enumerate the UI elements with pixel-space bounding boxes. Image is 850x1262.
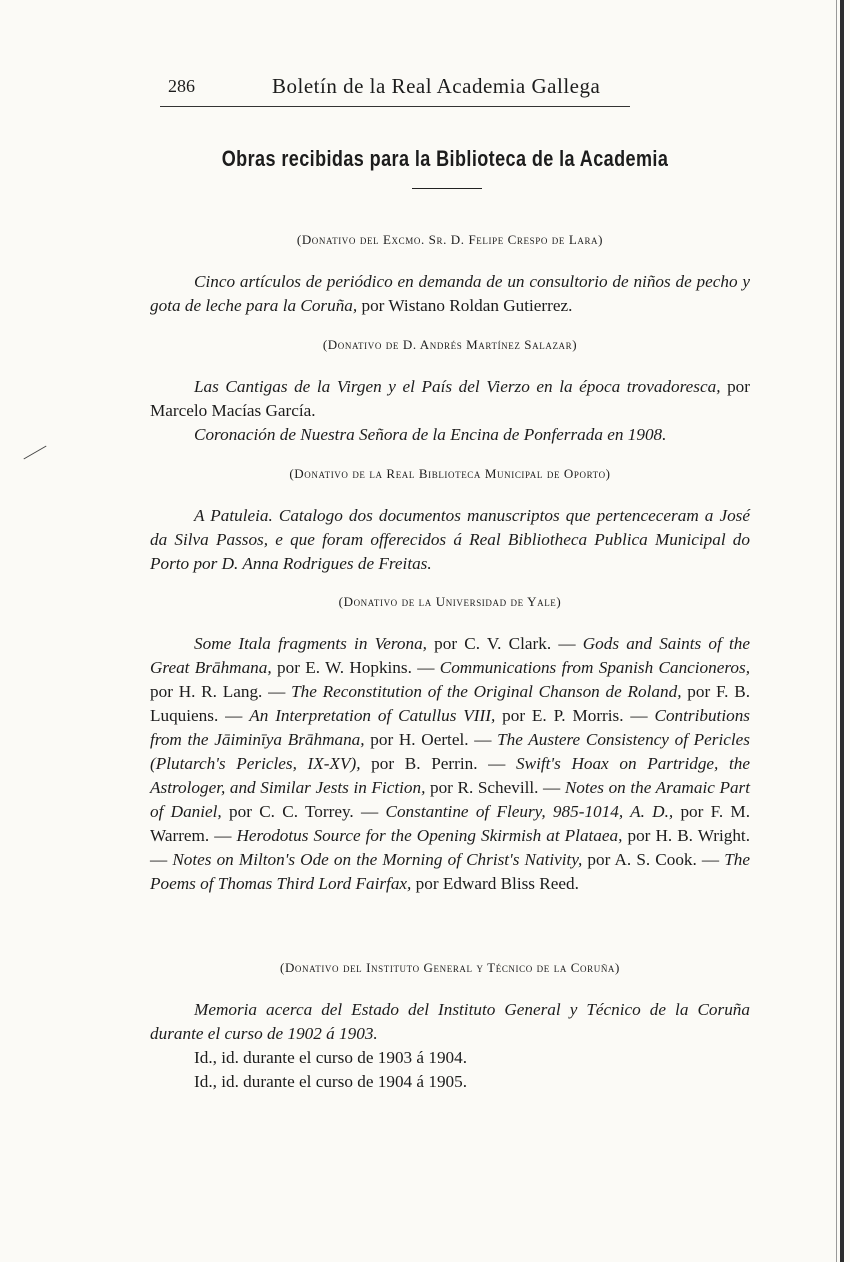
donor-heading: (Donativo del Excmo. Sr. D. Felipe Crespo de Lara) [296,232,604,247]
work-title: A Patuleia. Catalogo dos documentos manuscriptos que pertenceceram a José da Silva Passos, e que foram offerecidos á Real Bibliotheca Publica Municipal do Porto por D. Anna Rodrigues de Freitas. [150,506,750,573]
donor-heading: (Donativo del Instituto General y Técnico de la Coruña) [280,960,620,975]
work-author: por H. R. Lang. — [150,682,292,701]
work-title: Gods and Saints of the Great Brāhmana, [150,634,750,677]
work-author: por H. B. Wright. — [150,826,751,869]
entry [150,1046,750,1070]
work-author: por R. Schevill. — [425,778,565,797]
donation-section-crespo [150,228,750,318]
work-author: por H. Oertel. — [364,730,498,749]
work-title: The Poems of Thomas Third Lord Fairfax, [150,850,751,893]
page-edge-line [836,0,837,1262]
work-author: por Marcelo Macías García. [150,377,750,420]
work-author: por C. V. Clark. — [426,634,583,653]
donor-heading: (Donativo de la Universidad de Yale) [338,594,562,609]
work-author: por Wistano Roldan Gutierrez. [357,296,573,315]
work-title: Las Cantigas de la Virgen y el País del Vierzo en la época trovadoresca, [194,377,721,396]
donation-section-yale [150,590,750,896]
work-title: An Interpretation of Catullus VIII, [249,706,496,725]
stray-pen-mark [23,446,46,460]
entry [150,423,750,447]
donation-section-instituto [150,956,750,1094]
work-title: The Austere Consistency of Pericles (Plutarch's Pericles, IX-XV), [150,730,750,773]
donor-heading: (Donativo de la Real Biblioteca Municipal de Oporto) [289,466,611,481]
donation-section-martinez [150,333,750,447]
journal-title: Boletín de la Real Academia Gallega [272,74,601,98]
work-title: Herodotus Source for the Opening Skirmish at Plataea, [236,826,623,845]
work-title: Communications from Spanish Cancioneros, [439,658,751,677]
page-number: 286 [168,76,195,96]
work-author: por C. C. Torrey. — [221,802,386,821]
work-title: Notes on Milton's Ode on the Morning of Christ's Nativity, [172,850,583,869]
title-rule [412,188,482,189]
work-title: Swift's Hoax on Partridge, the Astrologer, and Similar Jests in Fiction, [150,754,751,797]
work-author: por F. B. Luquiens. — [150,682,750,725]
work-title: Id., id. durante el curso de 1904 á 1905. [194,1072,468,1091]
donation-section-oporto [150,462,750,576]
work-author: por B. Perrin. — [360,754,517,773]
work-author: por F. M. Warrem. — [150,802,750,845]
entry [150,270,750,318]
work-author: por E. W. Hopkins. — [271,658,440,677]
entry [150,375,750,423]
work-title: The Reconstitution of the Original Chanson de Roland, [291,682,682,701]
entry [150,504,750,576]
donor-heading: (Donativo de D. Andrés Martínez Salazar) [322,337,578,352]
work-title: Coronación de Nuestra Señora de la Encina de Ponferrada en 1908. [194,425,667,444]
work-title: Constantine of Fleury, 985-1014, A. D., [385,802,674,821]
work-title: Some Itala fragments in Verona, [194,634,427,653]
work-title: Notes on the Aramaic Part of Daniel, [150,778,750,821]
page-edge-border [840,0,844,1262]
work-author: por E. P. Morris. — [495,706,655,725]
work-title: Cinco artículos de periódico en demanda de un consultorio de niños de pecho y gota de leche para la Coruña, [150,272,750,315]
section-title: Obras recibidas para la Biblioteca de la Academia [221,146,669,171]
work-author: por Edward Bliss Reed. [411,874,579,893]
entry [150,1070,750,1094]
running-header [160,74,630,107]
entry [150,632,750,896]
work-author: por A. S. Cook. — [582,850,725,869]
work-title: Memoria acerca del Estado del Instituto General y Técnico de la Coruña durante el curso de 1902 á 1903. [150,1000,750,1043]
work-title: Id., id. durante el curso de 1903 á 1904. [194,1048,468,1067]
entry [150,998,750,1046]
work-title: Contributions from the Jāiminīya Brāhmana, [150,706,750,749]
